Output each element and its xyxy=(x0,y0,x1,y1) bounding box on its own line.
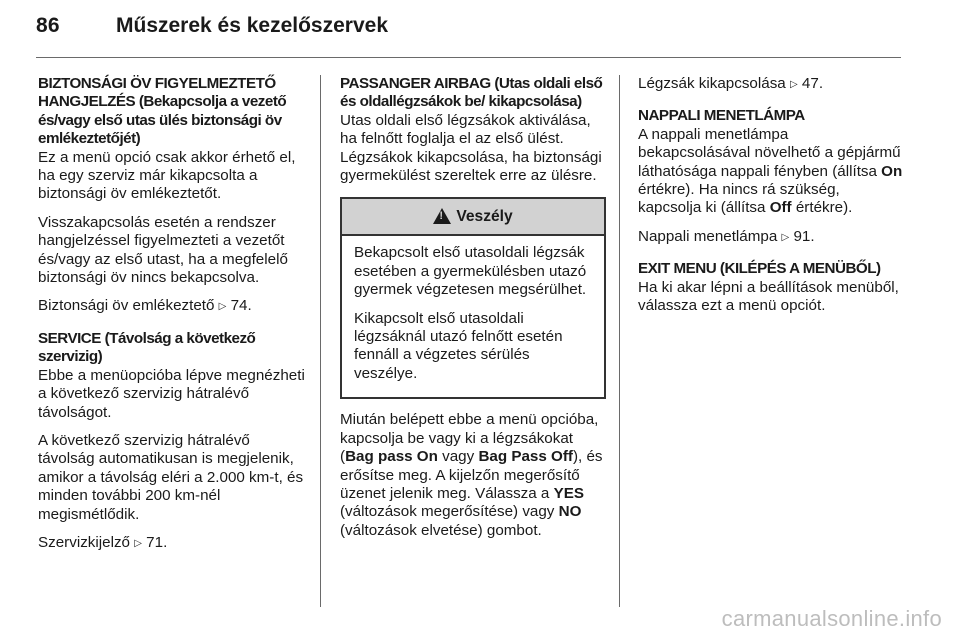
reference-arrow-icon: ▷ xyxy=(134,537,142,549)
on-label: On xyxy=(881,162,903,180)
seatbelt-reference-page: 74. xyxy=(230,297,252,315)
page-number: 86 xyxy=(36,14,60,37)
warning-paragraph-1: Bekapcsolt első utasoldali légzsák esetében a gyermekülésben utazó gyermek végzetesen megsérülhet. xyxy=(354,244,587,299)
airbag-instructions-text-5: (változások elvetése) gombot. xyxy=(340,521,542,539)
airbag-instructions-text-1: Miután belépett ebbe a menü opcióba, kapcsolja be vagy ki a légzsákokat ( xyxy=(340,411,599,466)
column-3 xyxy=(638,75,904,328)
drl-reference xyxy=(638,228,904,247)
warning-triangle-icon xyxy=(433,208,451,224)
exit-menu-paragraph: Ha ki akar lépni a beállítások menüből, válassza ezt a menü opciót. xyxy=(638,278,899,315)
column-divider-2 xyxy=(619,75,620,607)
warning-header xyxy=(342,199,604,236)
drl-text-2: értékre). Ha nincs rá szükség, kapcsolja ki (állítsa xyxy=(638,181,840,217)
warning-paragraph-2: Kikapcsolt első utasoldali légzsáknál utazó felnőtt esetén fennáll a végzetes sérülés veszélye. xyxy=(354,309,563,382)
airbag-paragraph-1: Utas oldali első légzsákok aktiválása, ha felnőtt foglalja el az első ülést. Légzsákok kikapcsolása, ha biztonsági gyermekülést szereltek erre az ülésre. xyxy=(340,111,602,185)
no-label: NO xyxy=(558,503,582,521)
seatbelt-paragraph-1: Ez a menü opció csak akkor érhető el, ha egy szerviz már kikapcsolta a biztonsági öv emlékeztetőt. xyxy=(38,148,296,203)
seatbelt-reference-text: Biztonsági öv emlékeztető xyxy=(38,297,215,315)
airbag-instructions-text-2: vagy xyxy=(437,448,479,466)
warning-body xyxy=(342,236,604,397)
service-reference xyxy=(38,534,306,553)
danger-warning-box xyxy=(340,197,606,399)
header-divider xyxy=(36,57,901,58)
reference-arrow-icon: ▷ xyxy=(789,79,798,90)
watermark-text: carmanualsonline.info xyxy=(721,606,942,631)
exit-menu-heading: EXIT MENU (KILÉPÉS A MENÜBŐL) xyxy=(638,260,881,278)
drl-reference-page: 91. xyxy=(793,227,815,245)
reference-arrow-icon: ▷ xyxy=(781,231,790,243)
drl-text-3: értékre). xyxy=(791,199,853,217)
yes-label: YES xyxy=(553,484,584,502)
drl-text-1: A nappali menetlámpa bekapcsolásával növelhető a gépjármű láthatósága nappali fényben (állítsa xyxy=(638,125,901,180)
off-label: Off xyxy=(769,199,792,217)
drl-reference-text: Nappali menetlámpa xyxy=(638,227,778,245)
bag-pass-off-label: Bag Pass Off xyxy=(478,448,573,466)
seatbelt-heading: BIZTONSÁGI ÖV FIGYELMEZTETŐ HANGJELZÉS (Bekapcsolja a vezető és/vagy első utas ülés biztonsági öv emlékeztetőjét) xyxy=(38,75,287,148)
bag-pass-on-label: Bag pass On xyxy=(345,448,438,466)
daytime-running-light-section xyxy=(638,107,904,247)
chapter-title: Műszerek és kezelőszervek xyxy=(116,14,389,37)
drl-paragraph xyxy=(638,126,904,218)
column-2 xyxy=(340,75,606,550)
exit-menu-section xyxy=(638,260,904,315)
service-paragraph-1: Ebbe a menüopcióba lépve megnézheti a következő szervizig hátralévő távolságot. xyxy=(38,366,305,421)
airbag-instructions xyxy=(340,411,606,540)
airbag-instructions-text-3: ), és erősítse meg. A kijelzőn megerősítő üzenet jelenik meg. Válassza a xyxy=(340,448,603,502)
airbag-instructions-text-4: (változások megerősítése) vagy xyxy=(340,503,559,521)
warning-title: Veszély xyxy=(456,207,513,225)
column-divider-1 xyxy=(320,75,321,607)
service-heading: SERVICE (Távolság a következő szervizig) xyxy=(38,329,256,366)
airbag-reference xyxy=(638,75,904,94)
drl-heading: NAPPALI MENETLÁMPA xyxy=(638,107,805,125)
service-reference-text: Szervizkijelző xyxy=(38,533,130,551)
seatbelt-section xyxy=(38,75,306,317)
reference-arrow-icon: ▷ xyxy=(218,301,227,313)
service-reference-page: 71. xyxy=(146,533,168,551)
seatbelt-reference xyxy=(38,297,306,316)
service-section xyxy=(38,330,306,553)
airbag-reference-page: 47. xyxy=(801,75,824,92)
column-1 xyxy=(38,75,306,566)
service-paragraph-2: A következő szervizig hátralévő távolság automatikusan is megjelenik, amikor a távolság eléri a 2.000 km-t, és minden további 200 km-nél megismétlődik. xyxy=(38,431,304,523)
airbag-reference-text: Légzsák kikapcsolása xyxy=(638,75,786,92)
seatbelt-paragraph-2: Visszakapcsolás esetén a rendszer hangjelzéssel figyelmezteti a vezetőt és/vagy az első utast, ha a megfelelő biztonsági öv nincs bekapcsolva. xyxy=(38,213,288,287)
airbag-heading: PASSANGER AIRBAG (Utas oldali első és oldallégzsákok be/ kikapcsolása) xyxy=(340,75,603,111)
